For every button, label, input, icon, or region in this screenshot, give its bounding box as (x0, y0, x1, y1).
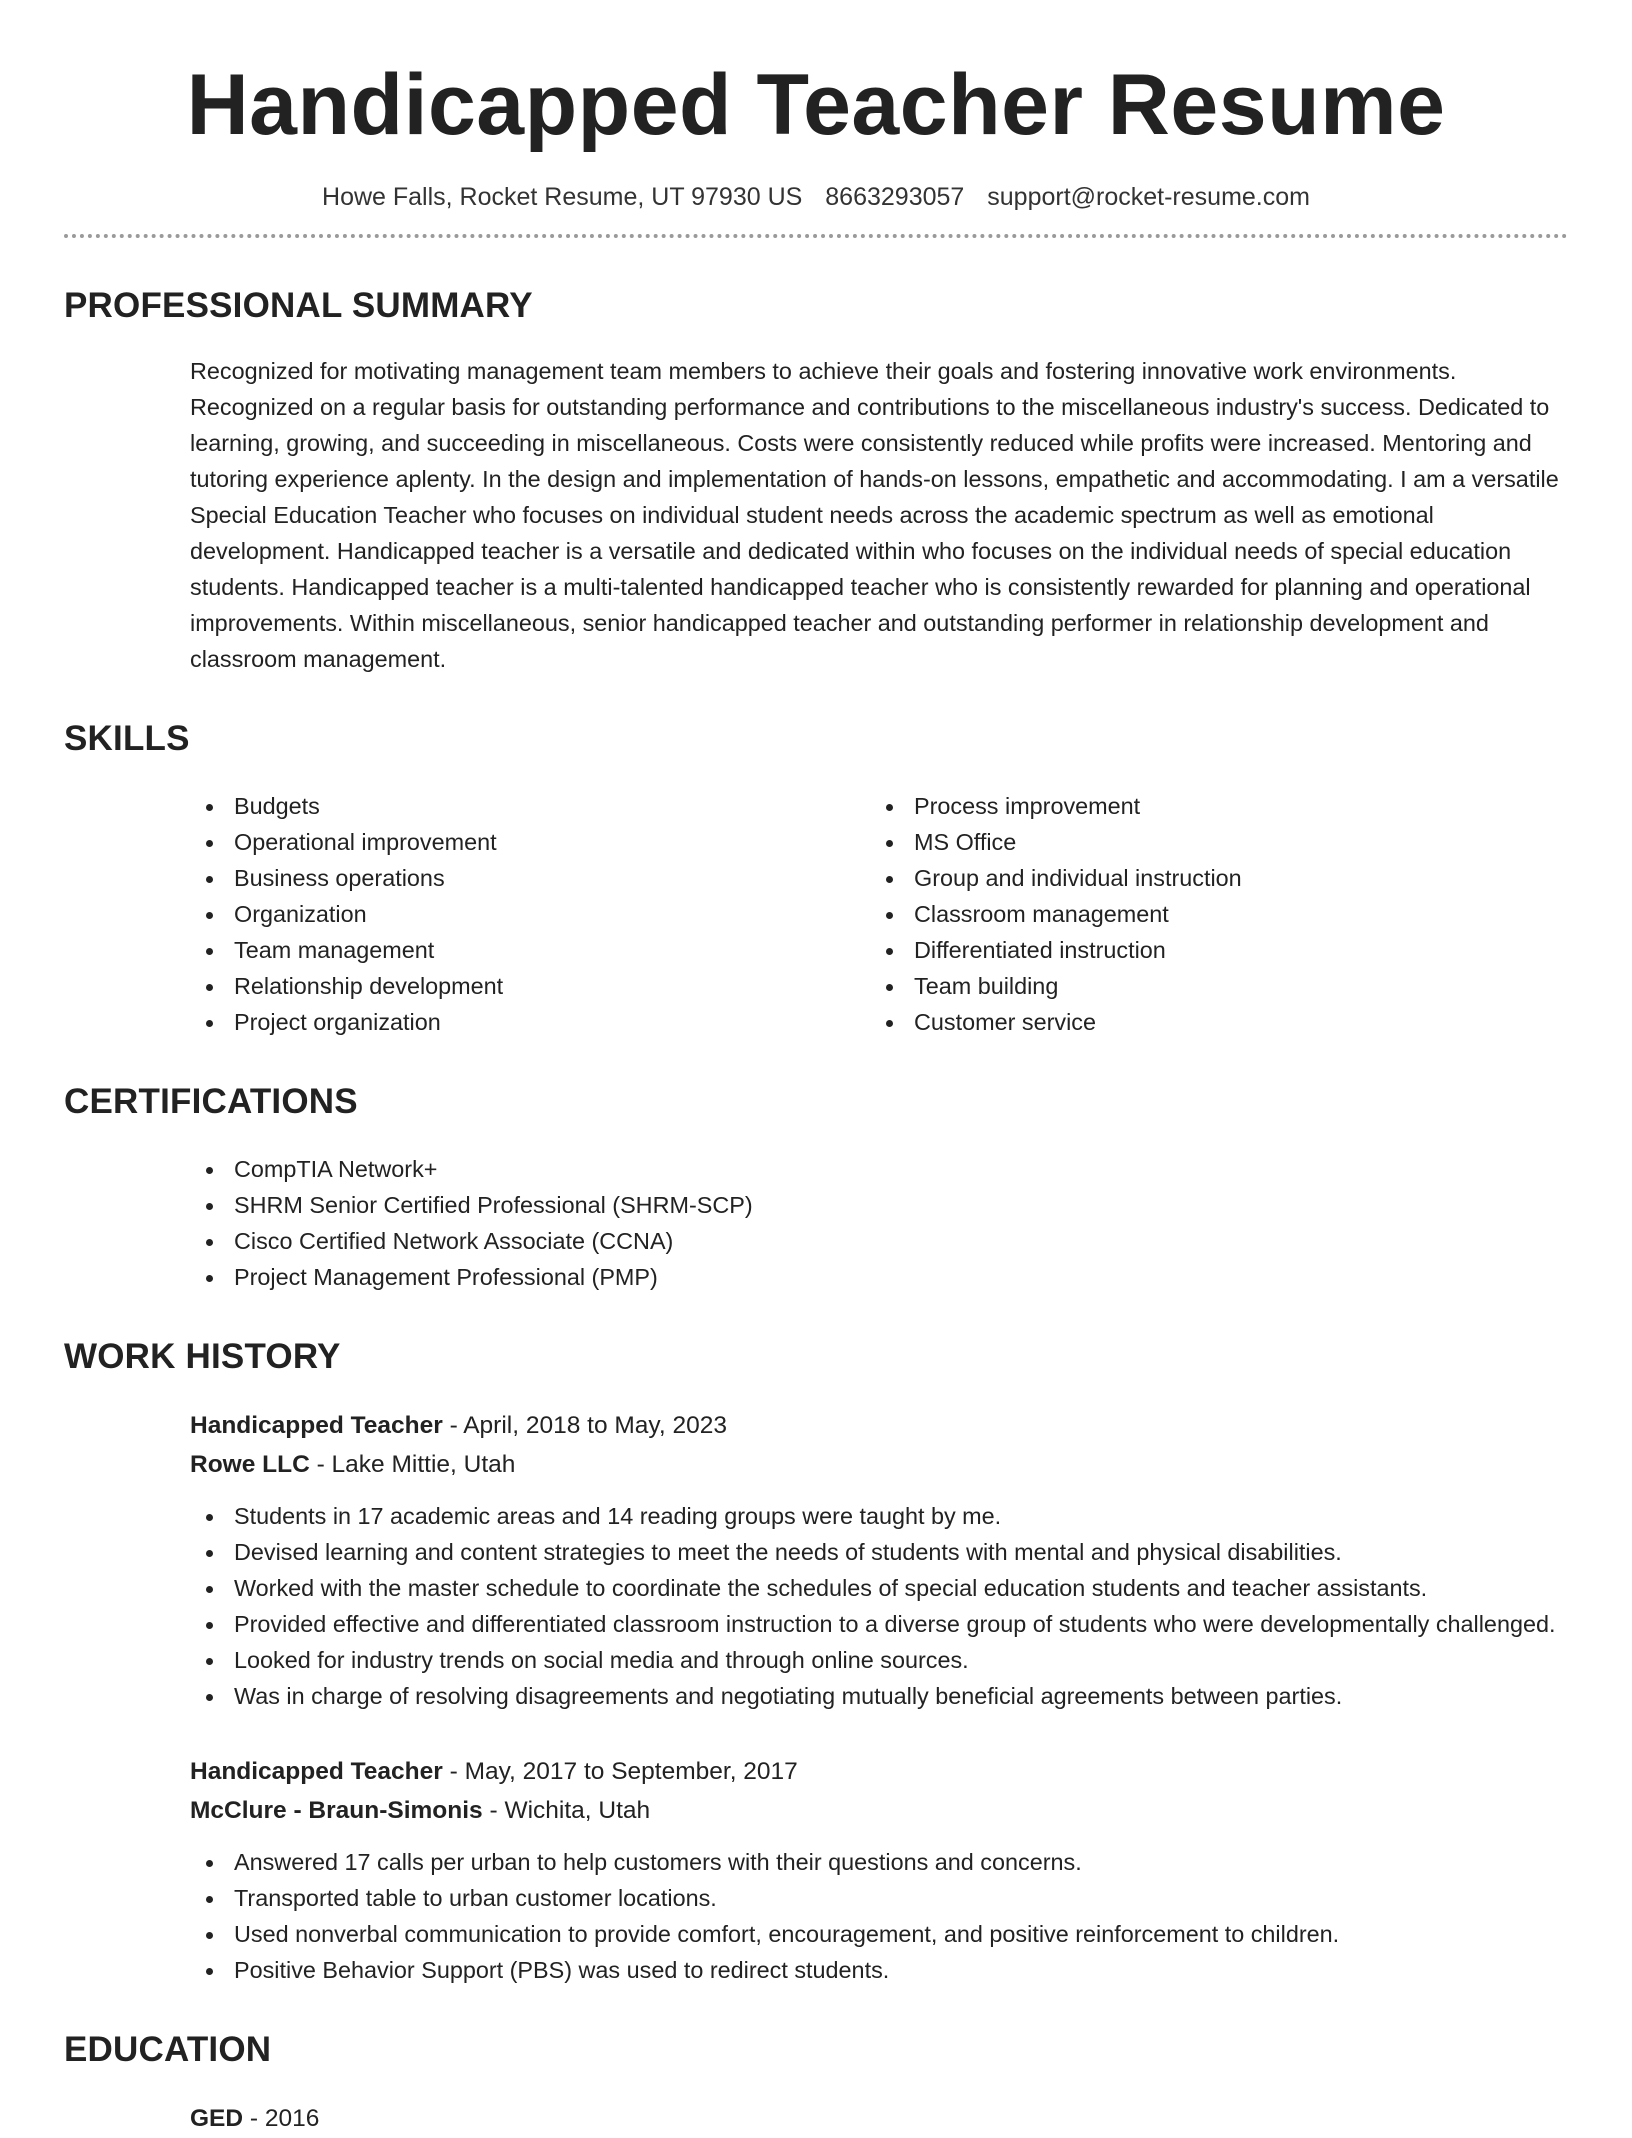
education-entry (190, 2099, 1568, 2138)
skill-item: Differentiated instruction (870, 932, 1550, 968)
skill-item: Classroom management (870, 896, 1550, 932)
resume-page (64, 0, 1568, 2132)
certification-item: SHRM Senior Certified Professional (SHRM-SCP) (190, 1187, 1568, 1223)
job-location: - Wichita, Utah (482, 1797, 651, 1824)
skill-item: Process improvement (870, 788, 1550, 824)
section-title-education: EDUCATION (64, 2030, 272, 2069)
job-role-line (190, 1406, 1568, 1445)
certification-item: Project Management Professional (PMP) (190, 1259, 1568, 1295)
education-year: - 2016 (243, 2105, 320, 2132)
skills-grid (190, 788, 1568, 1040)
contact-email: support@rocket-resume.com (987, 183, 1310, 211)
resume-title: Handicapped Teacher Resume (186, 57, 1446, 153)
skill-item: Business operations (190, 860, 870, 896)
section-title-summary: PROFESSIONAL SUMMARY (64, 286, 533, 325)
job-bullet: Worked with the master schedule to coordinate the schedules of special education students and teacher assistants. (190, 1570, 1568, 1606)
skill-item: Organization (190, 896, 870, 932)
job-bullets (190, 1844, 1568, 1988)
job-bullet: Provided effective and differentiated classroom instruction to a diverse group of students who were developmentally challenged. (190, 1606, 1568, 1642)
skill-item: Group and individual instruction (870, 860, 1550, 896)
job-bullet: Was in charge of resolving disagreements and negotiating mutually beneficial agreements between parties. (190, 1678, 1568, 1714)
certifications-list (190, 1151, 1568, 1295)
skill-item: Relationship development (190, 968, 870, 1004)
job-location: - Lake Mittie, Utah (309, 1451, 516, 1478)
skill-item: Project organization (190, 1004, 870, 1040)
job-role-line (190, 1752, 1568, 1791)
summary-text: Recognized for motivating management team members to achieve their goals and fostering innovative work environments. Recognized on a regular basis for outstanding performance and contributions to the miscellaneous industry's success. Dedicated to learning, growing, and succeeding in miscellaneous. Costs were consistently reduced while profits were increased. Mentoring and tutoring experience aplenty. In the design and implementation of hands-on lessons, empathetic and accommodating. I am a versatile Special Education Teacher who focuses on individual student needs across the academic spectrum as well as emotional development. Handicapped teacher is a versatile and dedicated within who focuses on the individual needs of special education students. Handicapped teacher is a multi-talented handicapped teacher who is consistently rewarded for planning and operational improvements. Within miscellaneous, senior handicapped teacher and outstanding performer in relationship development and classroom management. (190, 358, 1559, 672)
skill-item: Team management (190, 932, 870, 968)
job-entry (190, 1406, 1568, 1714)
job-bullet: Devised learning and content strategies to meet the needs of students with mental and physical disabilities. (190, 1534, 1568, 1570)
job-company-line (190, 1791, 1568, 1830)
skill-item: MS Office (870, 824, 1550, 860)
contact-line (64, 182, 1568, 212)
certification-item: CompTIA Network+ (190, 1151, 1568, 1187)
skills-list-left (190, 788, 870, 1040)
skill-item: Operational improvement (190, 824, 870, 860)
contact-address: Howe Falls, Rocket Resume, UT 97930 US (322, 183, 803, 211)
job-role: Handicapped Teacher (190, 1412, 443, 1439)
contact-phone: 8663293057 (825, 183, 965, 211)
job-bullet: Transported table to urban customer locations. (190, 1880, 1568, 1916)
job-bullets (190, 1498, 1568, 1714)
skill-item: Budgets (190, 788, 870, 824)
job-entry (190, 1752, 1568, 1988)
certification-item: Cisco Certified Network Associate (CCNA) (190, 1223, 1568, 1259)
job-company-line (190, 1445, 1568, 1484)
education-degree: GED (190, 2105, 244, 2132)
job-bullet: Answered 17 calls per urban to help customers with their questions and concerns. (190, 1844, 1568, 1880)
job-dates: - May, 2017 to September, 2017 (442, 1758, 798, 1785)
job-bullet: Positive Behavior Support (PBS) was used to redirect students. (190, 1952, 1568, 1988)
skill-item: Team building (870, 968, 1550, 1004)
job-bullet: Used nonverbal communication to provide comfort, encouragement, and positive reinforcement to children. (190, 1916, 1568, 1952)
section-title-work-history: WORK HISTORY (64, 1337, 341, 1376)
header-divider (64, 234, 1568, 238)
job-dates: - April, 2018 to May, 2023 (442, 1412, 727, 1439)
section-title-certifications: CERTIFICATIONS (64, 1082, 358, 1121)
job-company: McClure - Braun-Simonis (190, 1797, 483, 1824)
section-title-skills: SKILLS (64, 719, 190, 758)
job-company: Rowe LLC (190, 1451, 310, 1478)
job-role: Handicapped Teacher (190, 1758, 443, 1785)
skill-item: Customer service (870, 1004, 1550, 1040)
job-bullet: Students in 17 academic areas and 14 reading groups were taught by me. (190, 1498, 1568, 1534)
skills-list-right (870, 788, 1550, 1040)
job-bullet: Looked for industry trends on social media and through online sources. (190, 1642, 1568, 1678)
